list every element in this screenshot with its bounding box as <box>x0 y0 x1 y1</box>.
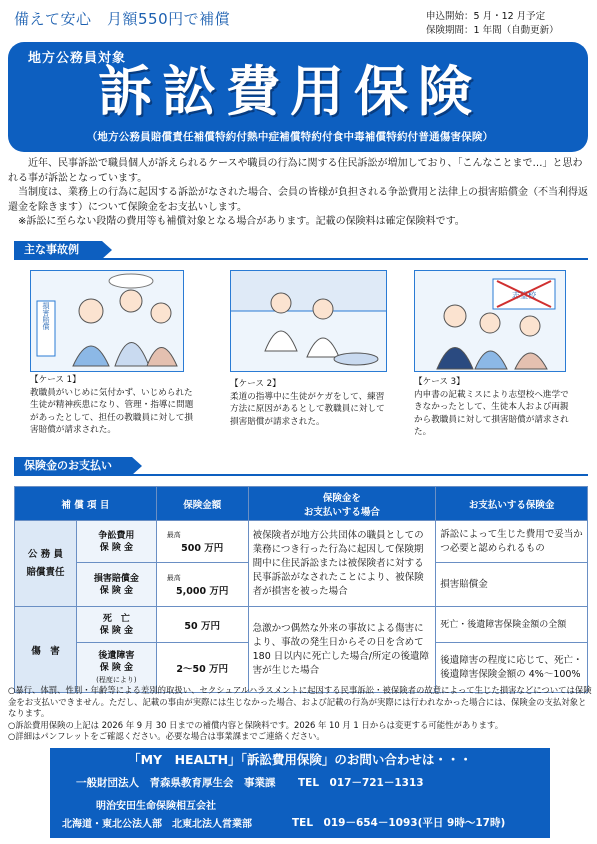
amount-death: 50 万円 <box>156 607 248 643</box>
contact-tel-2: TEL 019－654－1093(平日 9時～17時) <box>292 817 506 829</box>
product-note: （地方公務員賠償責任補償特約付熱中症補償特約付食中毒補償特約付普通傷害保険） <box>86 131 494 143</box>
table-header-row <box>15 487 588 521</box>
col-item: 補 償 項 目 <box>15 487 157 521</box>
amount-damages <box>156 563 248 607</box>
item-litigation-cost: 争訟費用 保 険 金 <box>76 521 156 563</box>
case-3-illustration <box>414 270 566 372</box>
amount-value: 5,000 万円 <box>176 585 229 597</box>
item-damages: 損害賠償金 保 険 金 <box>76 563 156 607</box>
case-2-text: 柔道の指導中に生徒がケガをして、練習方法に原因があるとして教職員に対して損害賠償が請求された。 <box>230 391 385 427</box>
case-1-label: 【ケース 1】 <box>30 375 81 385</box>
category-liability: 公 務 員 賠償責任 <box>15 521 77 607</box>
case-2-drawing <box>231 271 386 371</box>
application-period: 申込開始：5 月・12 月予定 <box>426 11 546 22</box>
case-2-illustration <box>230 270 387 372</box>
banner-title: 訴訟費用保険 <box>98 60 482 123</box>
item-disability-subnote: (程度により) <box>96 675 137 684</box>
liability-condition: 被保険者が地方公共団体の職員としての業務につき行った行為に起因して保険期間中に住民訴訟または被保険者に対する民事訴訟がなされたことにより、被保険者が損害を被った場合 <box>248 521 436 607</box>
case-1-drawing <box>31 271 183 371</box>
max-label: 最高 <box>166 530 181 539</box>
notes <box>8 685 593 743</box>
case-3-drawing <box>415 271 565 371</box>
benefits-table <box>14 486 588 693</box>
school-sign-text: 志望校 <box>512 291 536 300</box>
case-1 <box>30 374 195 437</box>
case-3 <box>414 376 574 439</box>
case-2-label: 【ケース 2】 <box>230 379 281 389</box>
col-when-line-2: お支払いする場合 <box>303 506 380 518</box>
contact-org-2: 明治安田生命保険相互会社 <box>96 801 216 812</box>
note-2: ○訴訟費用保険の上記は 2026 年 9 月 30 日までの補償内容と保険料です。2026 年 10 月 1 日からは変更する可能性があります。 <box>8 719 504 730</box>
item-disability-label: 後遺障害 保 険 金 <box>98 650 135 673</box>
col-payout: お支払いする保険金 <box>436 487 588 521</box>
table-row <box>15 521 588 563</box>
intro-text <box>8 157 588 230</box>
amount-value: 500 万円 <box>181 542 224 554</box>
application-info <box>426 10 559 38</box>
category-injury: 傷 害 <box>15 607 77 693</box>
payout-litigation-cost: 訴訟によって生じた費用で妥当かつ必要と認められるもの <box>436 521 588 563</box>
intro-paragraph-2: 当制度は、業務上の行為に起因する訴訟がなされた場合、会員の皆様が負担される争訟費用と法律上の損害賠償金（不当利得返還金を除きます）について保険金をお支払いします。 <box>8 187 588 213</box>
max-label: 最高 <box>166 573 181 582</box>
banner-subtitle: 地方公務員対象 <box>28 51 127 66</box>
item-death: 死 亡 保 険 金 <box>76 607 156 643</box>
note-3: ○詳細はパンフレットをご確認ください。必要な場合は事業課までご連絡ください。 <box>8 731 325 742</box>
payout-death: 死亡・後遺障害保険金額の全額 <box>436 607 588 643</box>
contact-tel-1: TEL 017－721－1313 <box>298 777 424 789</box>
payout-disability: 後遺障害の程度に応じて、死亡・後遺障害保険金額の 4%～100% <box>436 643 588 693</box>
col-when-line-1: 保険金を <box>322 492 361 504</box>
case-1-illustration <box>30 270 184 372</box>
case-3-text: 内申書の記載ミスにより志望校へ進学できなかったとして、生徒本人および両親から教職員に対して損害賠償が請求された。 <box>414 389 569 437</box>
intro-paragraph-3: ※訴訟に至らない段階の費用等も補償対象となる場合があります。記載の保険料は確定保険料です。 <box>18 216 465 227</box>
intro-paragraph-1: 近年、民事訴訟で職員個人が訴えられるケースや職員の行為に関する住民訴訟が増加しており、「こんなことまで…」と思われる事が訴訟となっています。 <box>8 158 583 184</box>
case-2 <box>230 378 390 428</box>
contact-heading: 「MY HEALTH」「訴訟費用保険」のお問い合わせは・・・ <box>128 752 472 767</box>
payout-damages: 損害賠償金 <box>436 563 588 607</box>
amount-litigation-cost <box>156 521 248 563</box>
col-when <box>248 487 436 521</box>
table-row <box>15 607 588 643</box>
amount-disability: 2～50 万円 <box>156 643 248 693</box>
case-3-label: 【ケース 3】 <box>414 377 465 387</box>
injury-condition: 急激かつ偶然な外来の事故による傷害により、事故の発生日からその日を含めて 180 日以内に死亡した場合/所定の後遺障害が生じた場合 <box>248 607 436 693</box>
coverage-period: 保険期間：1 年間（自動更新） <box>426 25 559 36</box>
note-1: ○暴行、体罰、性別・年齢等による差別的取扱い、セクシュアルハラスメントに起因する民事訴訟・被保険者の故意によって生じた損害などについては保険金をお支払いできません。ただし、記載の事由が実際には生じなかった場合、および記載の行為が実際には行われなかった場合には、保険金の支払対象となります。 <box>8 685 592 719</box>
case-1-text: 教職員がいじめに気付かず、いじめられた生徒が精神疾患になり、管理・指導に問題があったとして、担任の教職員に対して損害賠償が請求された。 <box>30 387 194 435</box>
contact-org-1: 一般財団法人 青森県教育厚生会 事業課 <box>76 777 276 789</box>
benefits-heading: 保険金のお支払い <box>14 457 132 475</box>
col-amount: 保険金額 <box>156 487 248 521</box>
contact-org-3: 北海道・東北公法人部 北東北法人営業部 <box>62 819 252 830</box>
lawsuit-sign-text: 損害賠償 <box>42 302 50 330</box>
tagline: 備えて安心 月額550円で補償 <box>14 10 231 28</box>
cases-rule <box>14 258 588 260</box>
cases-heading: 主な事故例 <box>14 241 102 259</box>
benefits-rule <box>14 474 588 476</box>
